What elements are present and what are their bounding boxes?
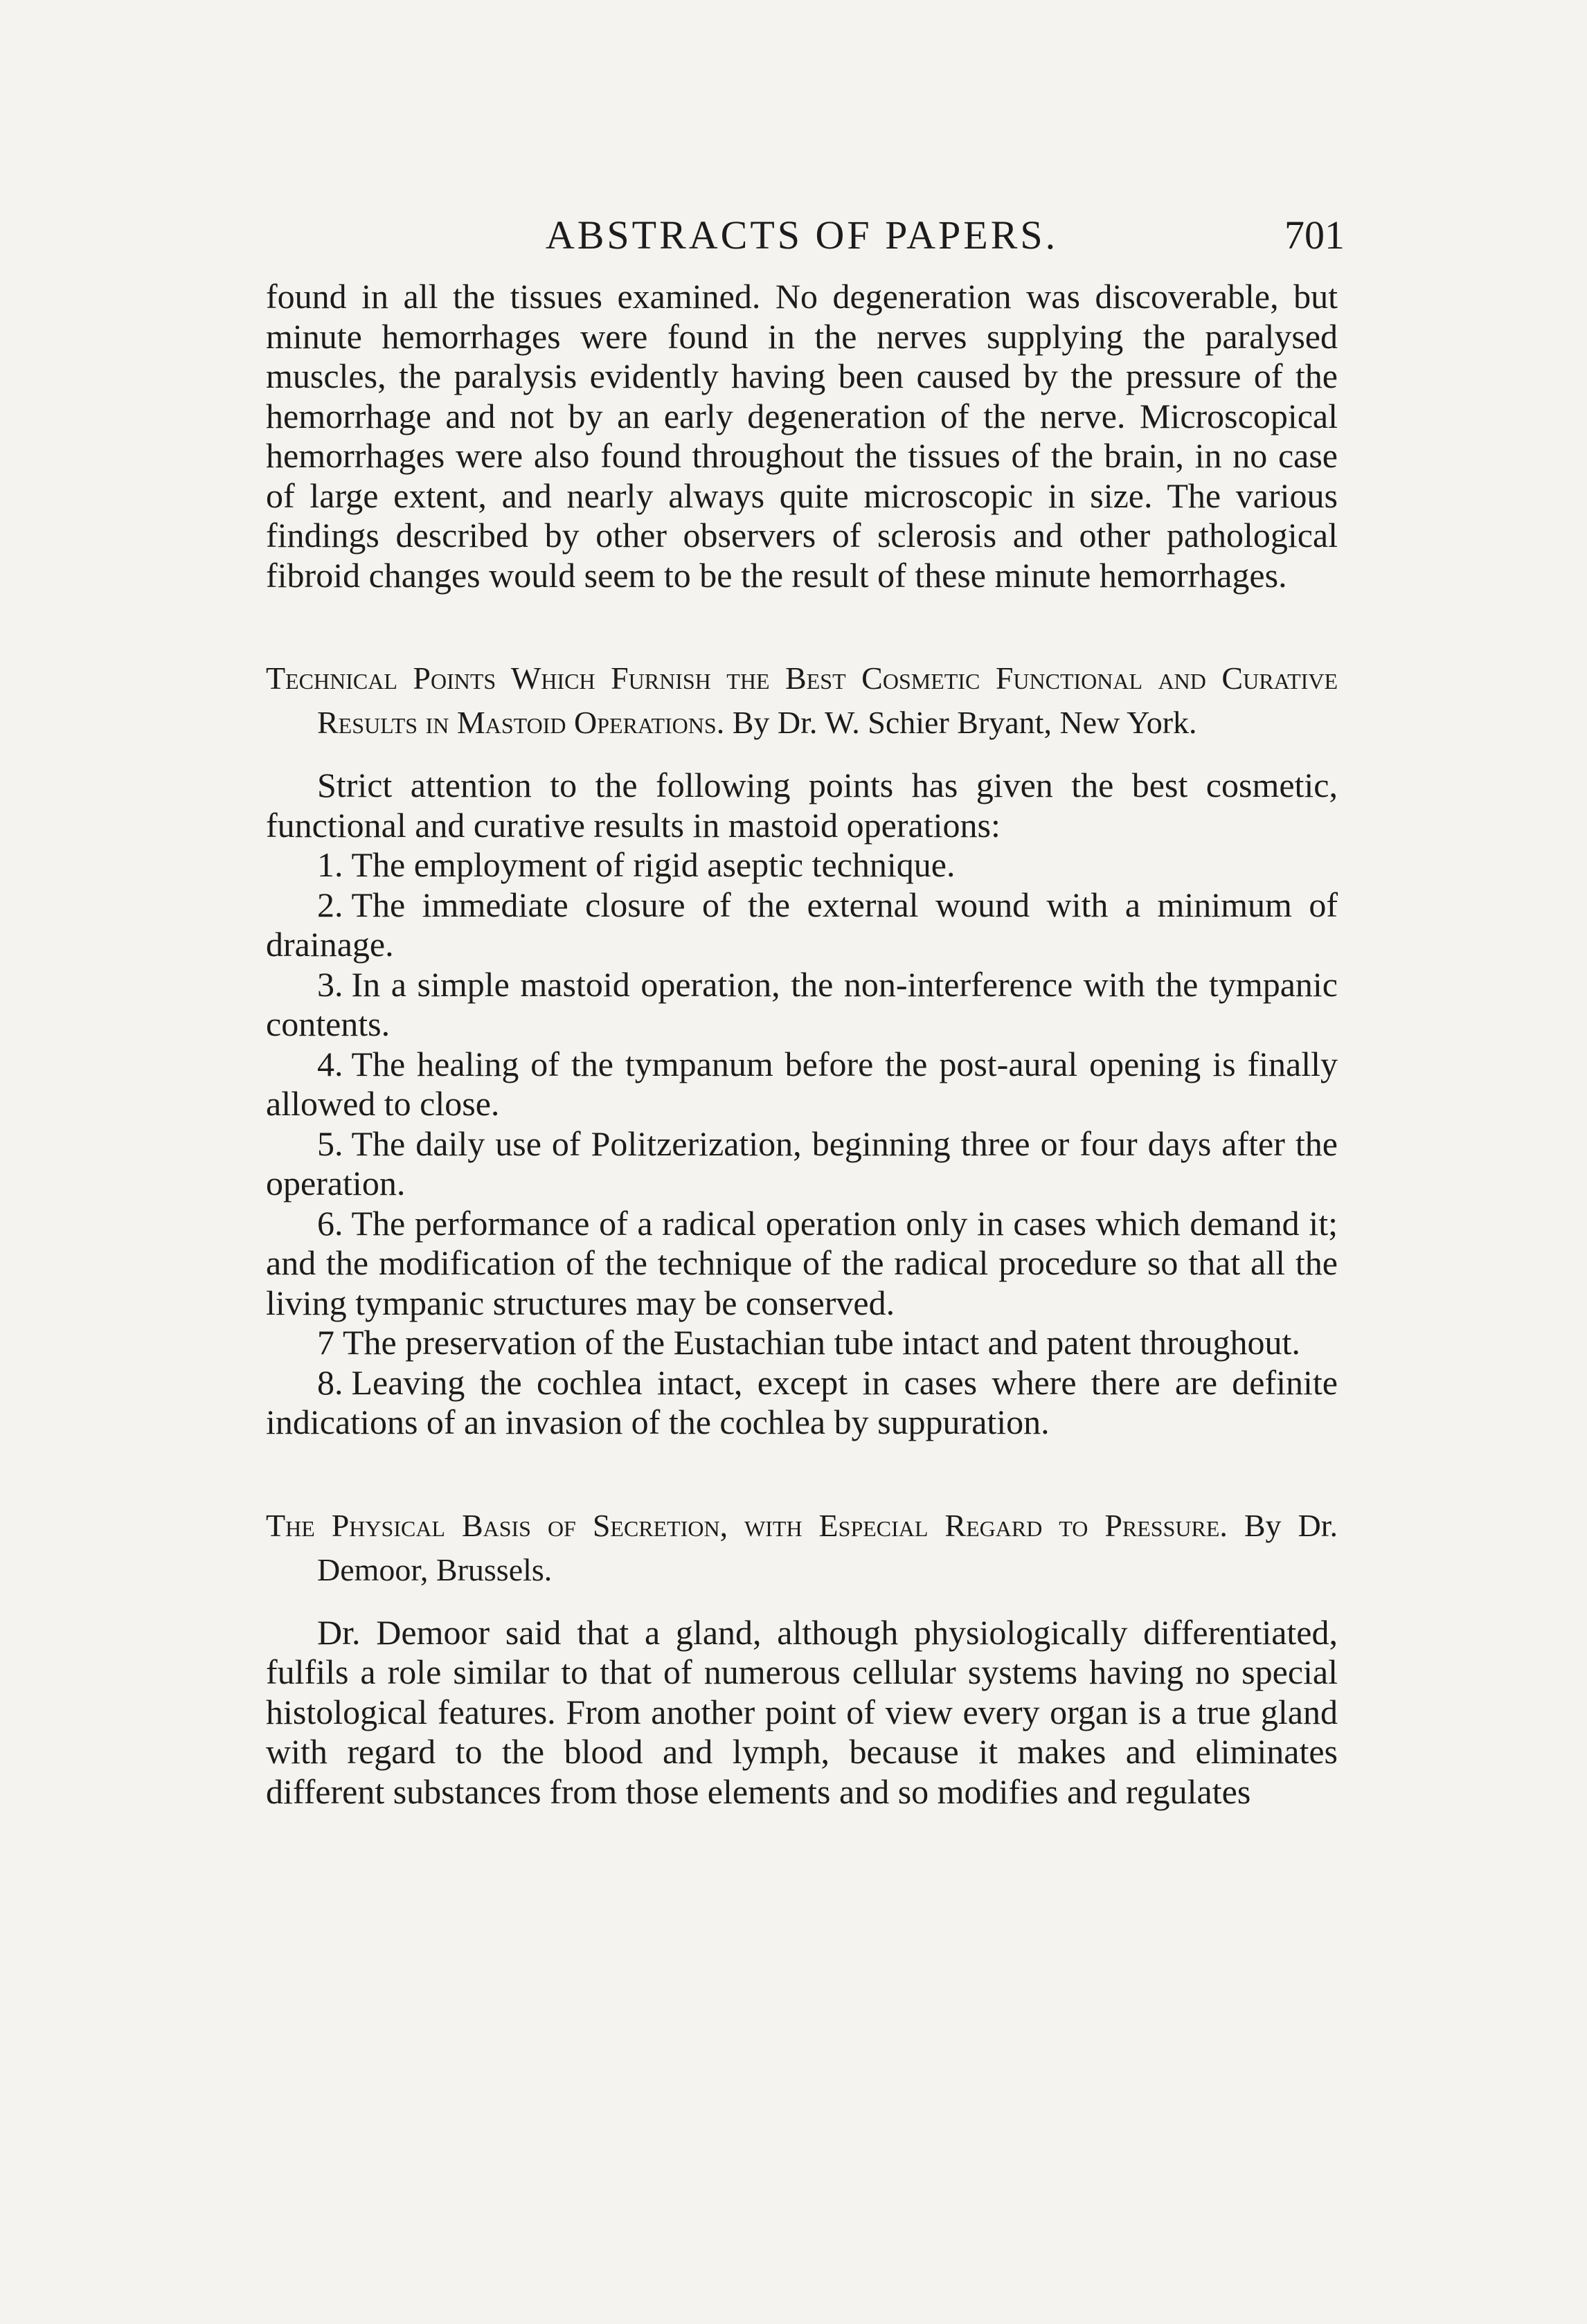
article-body (266, 1613, 1338, 1812)
list-item (266, 1323, 1338, 1363)
article-title: The Physical Basis of Secretion, with Especial Regard to Pressure. (266, 1507, 1228, 1543)
article-title: Technical Points Which Furnish the Best Cosmetic Functional and Curative Results in Mastoid Operations. (266, 660, 1338, 740)
list-item-text: The daily use of Politzerization, beginning three or four days after the operation. (266, 1124, 1338, 1202)
list-item (266, 1363, 1338, 1443)
list-item-text: The healing of the tympanum before the post-aural opening is finally allowed to close. (266, 1044, 1338, 1123)
list-item-text: The performance of a radical operation only in cases which demand it; and the modification of the technique of the radical procedure so that all the living tympanic structures may be conserved. (266, 1203, 1338, 1322)
list-item-number: 6. (317, 1203, 343, 1243)
article-heading (266, 1504, 1338, 1592)
page (266, 208, 1345, 1812)
running-head (266, 208, 1345, 277)
page-number: 701 (1284, 213, 1345, 258)
article-heading (266, 656, 1338, 745)
running-title: ABSTRACTS OF PAPERS. (545, 213, 1059, 258)
points-list (266, 845, 1338, 1443)
article-paragraph: Dr. Demoor said that a gland, although physiologically differentiated, fulfils a role similar to that of numerous cellular systems having no special histological features. From another point of view every organ is a true gland with regard to the blood and lymph, because it makes and eliminates different substances from those elements and so modifies and regulates (266, 1612, 1338, 1811)
list-item-number: 1. (317, 845, 343, 884)
list-item-text: The preservation of the Eustachian tube intact and patent throughout. (343, 1323, 1300, 1362)
list-item-text: Leaving the cochlea intact, except in cases where there are definite indications of an invasion of the cochlea by suppuration. (266, 1362, 1338, 1441)
article-body (266, 766, 1338, 1443)
list-item-text: The employment of rigid aseptic technique. (351, 845, 956, 884)
list-item-text: The immediate closure of the external wound with a minimum of drainage. (266, 885, 1338, 964)
list-item (266, 1045, 1338, 1124)
article-intro: Strict attention to the following points has given the best cosmetic, functional and curative results in mastoid operations: (266, 766, 1338, 845)
article-byline: By Dr. W. Schier Bryant, New York. (732, 705, 1197, 740)
list-item (266, 885, 1338, 965)
list-item (266, 845, 1338, 885)
list-item (266, 1204, 1338, 1324)
list-item (266, 965, 1338, 1045)
list-item-number: 3. (317, 964, 343, 1004)
list-item-number: 7 (317, 1323, 334, 1362)
list-item-number: 5. (317, 1124, 343, 1163)
list-item-number: 2. (317, 885, 343, 924)
article-byline: By Dr. Demoor, Brussels. (317, 1507, 1338, 1587)
list-item-text: In a simple mastoid operation, the non-interference with the tympanic contents. (266, 964, 1338, 1043)
list-item (266, 1124, 1338, 1204)
list-item-number: 8. (317, 1362, 343, 1402)
continuation-paragraph: found in all the tissues examined. No degeneration was discoverable, but minute hemorrhages were found in the nerves supplying the paralysed muscles, the paralysis evidently having been caused by the pressure of the hemorrhage and not by an early degeneration of the nerve. Microscopical hemorrhages were also found throughout the tissues of the brain, in no case of large extent, and nearly always quite microscopic in size. The various findings described by other observers of sclerosis and other pathological fibroid changes would seem to be the result of these minute hemorrhages. (266, 277, 1338, 595)
article-physical-basis-secretion (266, 1504, 1338, 1812)
article-mastoid-operations (266, 656, 1338, 1443)
list-item-number: 4. (317, 1044, 343, 1083)
